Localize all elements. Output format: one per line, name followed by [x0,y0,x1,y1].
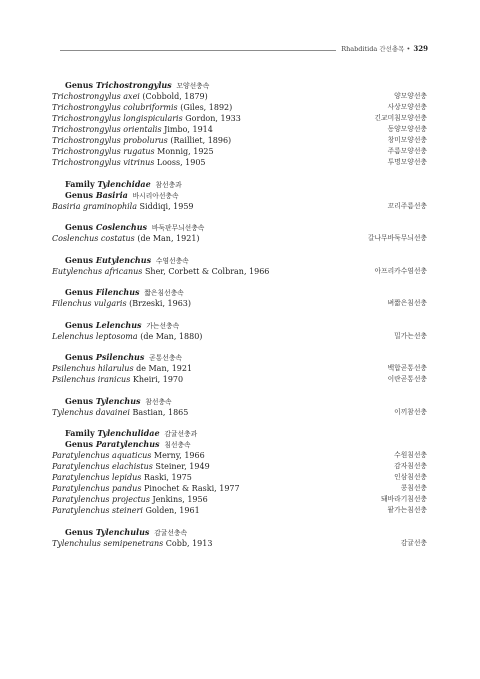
species-name: Paratylenchus aquaticus [52,451,152,460]
species-row [52,124,427,135]
species-author: Jenkins, 1956 [152,495,208,504]
species-name: Paratylenchus pandus [52,484,142,493]
header-bullet: • [406,45,411,53]
species-korean-name: 팥가는침선충 [387,506,427,514]
page-number: 329 [413,44,428,53]
korean-name: 가는선충속 [146,321,180,330]
taxon-name: Psilenchus [95,352,145,362]
species-row [52,505,427,516]
species-name: Trichostrongylus rugatus [52,147,155,156]
taxon-name: Coslenchus [95,222,148,232]
species-name: Paratylenchus projectus [52,495,150,504]
genus-heading [52,396,427,407]
korean-name: 감귤선충과 [164,430,198,438]
species-author: Pinochet & Raski, 1977 [143,484,240,493]
species-name: Lelenchus leptosoma [52,331,138,341]
species-author: Gordon, 1933 [185,114,241,123]
running-header [60,44,428,56]
species-korean-name: 수원침선충 [394,451,427,459]
korean-name: 참선충과 [155,180,182,189]
korean-name: 참선충속 [145,397,172,406]
family-heading [52,179,427,190]
species-author: (de Man, 1921) [137,234,200,243]
genus-heading [52,255,427,266]
species-row [52,157,427,168]
rank-label: Genus [65,526,94,537]
taxon-name: Eutylenchus [95,254,152,265]
group-spacer [52,385,427,396]
species-author: Steiner, 1949 [155,462,210,471]
species-korean-name: 밀가는선충 [394,331,427,340]
species-korean-name: 이끼참선충 [394,407,427,416]
species-row [52,483,427,494]
species-name: Trichostrongylus orientalis [52,125,162,134]
group-spacer [52,418,427,429]
species-korean-name: 감귤선충 [400,538,427,547]
species-author: Jimbo, 1914 [164,125,213,134]
taxonomy-list [52,80,427,549]
rank-label: Genus [65,395,94,406]
rank-label: Genus [65,189,94,200]
species-korean-name: 돼바라기침선충 [381,495,427,503]
species-name: Paratylenchus lepidus [52,473,142,482]
species-row [52,472,427,483]
species-row [52,374,427,385]
genus-heading [52,287,427,298]
rank-label: Genus [65,352,94,362]
species-row [52,102,427,113]
species-row [52,233,427,244]
species-author: (Giles, 1892) [180,103,233,112]
species-name: Filenchus vulgaris [52,299,127,308]
species-author: Golden, 1961 [145,506,200,515]
species-author: Looss, 1905 [156,158,206,167]
species-author: Merny, 1966 [153,451,205,460]
group-spacer [52,309,427,320]
family-heading [52,428,427,439]
species-name: Paratylenchus elachistus [52,462,153,471]
species-row [52,113,427,124]
korean-name: 짧은침선충속 [144,289,184,297]
species-author: (Cobbold, 1879) [142,92,208,101]
species-korean-name: 사상모양선충 [387,103,427,111]
rank-label: Genus [65,80,94,90]
species-korean-name: 아프리카수염선충 [374,266,427,275]
korean-name: 수염선충속 [155,256,189,265]
species-name: Trichostrongylus longispicularis [52,114,183,123]
species-korean-name: 감자침선충 [394,462,427,470]
species-row [52,91,427,102]
group-spacer [52,244,427,255]
species-name: Trichostrongylus probolurus [52,136,168,145]
species-author: (de Man, 1880) [140,331,203,341]
korean-name: 바둑판무늬선충속 [151,224,205,232]
rank-label: Family [65,428,95,438]
taxon-name: Tylenchidae [97,178,151,189]
species-author: Siddiqi, 1959 [139,201,194,211]
rank-label: Family [65,178,95,189]
species-name: Psilenchus hilarulus [52,364,134,373]
rank-label: Genus [65,254,94,265]
species-row [52,201,427,212]
species-author: (Railliet, 1896) [170,136,232,145]
species-author: Cobb, 1913 [165,538,213,548]
species-author: de Man, 1921 [136,364,193,373]
species-korean-name: 이란곧통선충 [387,375,427,383]
genus-heading [52,80,427,91]
species-row [52,450,427,461]
species-korean-name: 창미모양선충 [387,136,427,144]
genus-heading [52,439,427,450]
korean-name: 바시리아선충속 [132,191,179,200]
species-name: Trichostrongylus axei [52,92,140,101]
species-name: Trichostrongylus colubriformis [52,103,178,112]
header-text [341,44,428,53]
taxon-name: Tylenchulidae [97,428,160,438]
species-name: Paratylenchus steineri [52,506,143,515]
taxon-name: Trichostrongylus [95,80,172,90]
species-row [52,538,427,549]
species-row [52,331,427,342]
species-row [52,298,427,309]
species-name: Eutylenchus africanus [52,266,143,276]
header-rule [60,50,336,51]
group-spacer [52,516,427,527]
rank-label: Genus [65,287,94,297]
species-name: Trichostrongylus vitrinus [52,158,155,167]
taxon-name: Filenchus [95,287,140,297]
species-korean-name: 양모양선충 [394,92,427,100]
rank-label: Genus [65,439,94,449]
species-row [52,494,427,505]
taxon-name: Tylenchulus [95,526,150,537]
korean-name: 침선충속 [164,441,191,449]
taxon-name: Tylenchus [95,395,141,406]
species-korean-name: 동양모양선충 [387,125,427,133]
species-korean-name: 벼짧은침선충 [387,299,427,307]
species-korean-name: 투명모양선충 [387,158,427,166]
korean-name: 모양선충속 [176,82,210,90]
species-korean-name: 긴교미침모양선충 [374,114,427,122]
species-author: Sher, Corbett & Colbran, 1966 [144,266,270,276]
species-korean-name: 콩침선충 [400,484,427,492]
genus-heading [52,190,427,201]
species-row [52,135,427,146]
genus-heading [52,352,427,363]
species-author: Monnig, 1925 [157,147,214,156]
group-spacer [52,212,427,223]
rank-label: Genus [65,222,94,232]
species-name: Tylenchulus semipenetrans [52,538,164,548]
species-author: Raski, 1975 [143,473,192,482]
genus-heading [52,222,427,233]
species-korean-name: 갈나무바둑무늬선충 [367,234,427,242]
species-name: Psilenchus iranicus [52,375,131,384]
species-row [52,461,427,472]
rank-label: Genus [65,319,94,330]
species-author: Bastian, 1865 [132,407,189,417]
species-row [52,266,427,277]
group-spacer [52,168,427,179]
taxon-name: Basiria [95,189,128,200]
species-author: Kheiri, 1970 [132,375,184,384]
species-korean-name: 주름모양선충 [387,147,427,155]
species-row [52,363,427,374]
genus-heading [52,527,427,538]
group-spacer [52,342,427,353]
korean-name: 곧통선충속 [149,354,183,362]
group-spacer [52,277,427,288]
running-title: Rhabditida 간선충목 [341,45,405,53]
taxon-name: Paratylenchus [95,439,160,449]
species-row [52,407,427,418]
taxon-name: Lelenchus [95,319,142,330]
species-name: Tylenchus davainei [52,407,130,417]
species-korean-name: 인삼침선충 [394,473,427,481]
korean-name: 감귤선충속 [154,528,188,537]
genus-heading [52,320,427,331]
species-row [52,146,427,157]
species-name: Coslenchus costatus [52,234,135,243]
species-name: Basiria graminophila [52,201,137,211]
species-korean-name: 백합곧통선충 [387,364,427,372]
species-korean-name: 꼬리주름선충 [387,201,427,210]
species-author: (Brzeski, 1963) [129,299,192,308]
